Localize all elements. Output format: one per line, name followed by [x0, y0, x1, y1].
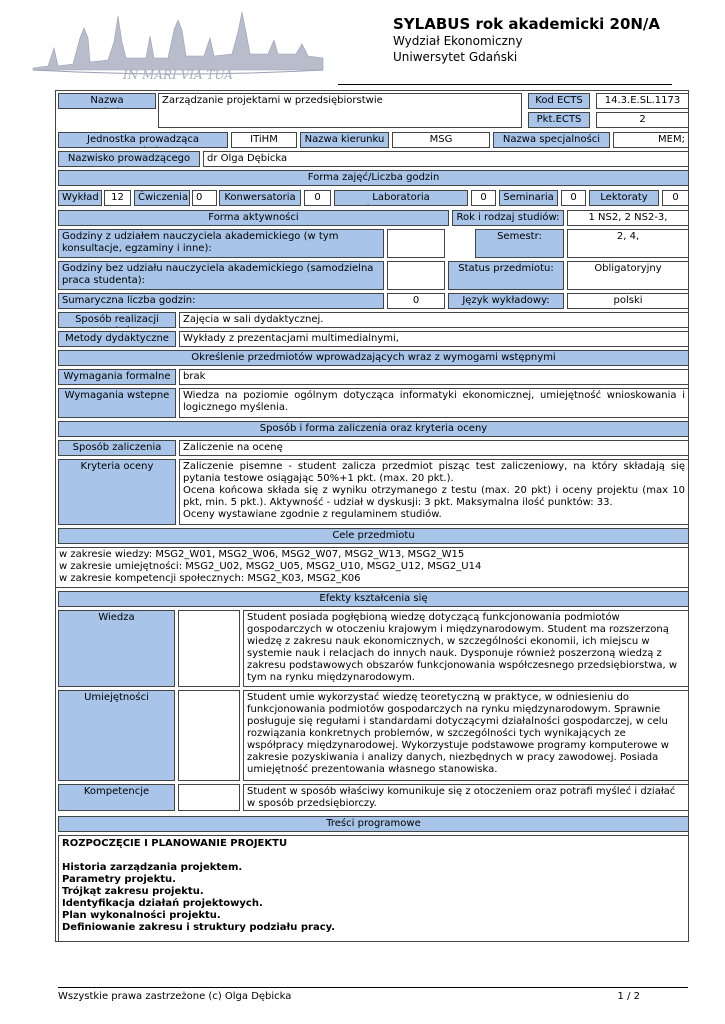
semester-label: Semestr: [475, 229, 564, 258]
program-content-item: Definiowanie zakresu i struktury podziału pracy. [62, 922, 336, 933]
unit-label: Jednostka prowadząca [58, 132, 228, 148]
course-name-value: Zarządzanie projektami w przedsiębiorstwie [158, 93, 522, 128]
study-year-label: Rok i rodzaj studiów: [452, 210, 564, 226]
seminar-label: Seminaria [499, 190, 558, 206]
program-content-heading: ROZPOCZĘCIE I PLANOWANIE PROJEKTU [62, 838, 288, 849]
language-value: polski [567, 293, 689, 309]
goals-content [55, 547, 689, 588]
total-hours-label: Sumaryczna liczba godzin: [58, 293, 384, 309]
conversatory-label: Konwersatoria [219, 190, 301, 206]
gdansk-skyline-logo [28, 8, 328, 82]
program-content-item: Parametry projektu. [62, 874, 176, 885]
unit-value: ITiHM [231, 132, 297, 148]
header-divider [338, 84, 672, 85]
grading-criteria-label: Kryteria oceny [58, 459, 176, 525]
competence-symbols [178, 784, 240, 811]
lectorate-label: Lektoraty [589, 190, 659, 206]
university-name: Uniwersytet Gdański [393, 50, 518, 64]
program-content-item: Trójkąt zakresu projektu. [62, 886, 204, 897]
exercises-hours: 0 [192, 190, 217, 206]
skills-symbols [178, 690, 240, 781]
formal-requirements-value: brak [179, 369, 689, 385]
specialty-label: Nazwa specjalności [493, 132, 610, 148]
delivery-method-label: Sposób realizacji [58, 312, 176, 328]
contact-hours-value [387, 229, 445, 258]
footer-divider [58, 987, 688, 988]
didactic-methods-label: Metody dydaktyczne [58, 331, 176, 347]
program-content-item: Identyfikacja działań projektowych. [62, 898, 263, 909]
competence-label: Kompetencje [58, 784, 175, 811]
program-content [58, 835, 689, 942]
computer-lab-hours: 0 [471, 190, 496, 206]
delivery-method-value: Zajęcia w sali dydaktycznej. [179, 312, 689, 328]
course-name-label: Nazwa [58, 93, 156, 109]
lecturer-value: dr Olga Dębicka [203, 151, 689, 167]
course-status-value: Obligatoryjny [567, 261, 689, 290]
skills-value: Student umie wykorzystać wiedzę teoretyczną w praktyce, w odniesieniu do funkcjonowania podmiotów gospodarczych na rynku międzynarodowym. Sprawnie posługuje się regułami i standardami dotyczącymi działalności gospodarczej, w celu rozwiązania konkretnych problemów, w szczególności tych wynikających ze współpracy międzynarodowej. Wykorzystuje podstawowe programy komputerowe w zakresie pozyskiwania i analizy danych, niezbędnych w pracy zawodowej. Posiada umiejętność prezentowania własnego stanowiska. [243, 690, 689, 781]
prerequisites-section-header: Określenie przedmiotów wprowadzających wraz z wymogami wstępnymi [58, 350, 689, 366]
ects-points-value: 2 [596, 112, 689, 128]
lecture-label: Wykład [58, 190, 102, 206]
initial-requirements-label: Wymagania wstepne [58, 388, 176, 418]
ects-points-label: Pkt.ECTS [528, 112, 590, 128]
study-year-value: 1 NS2, 2 NS2-3, [567, 210, 689, 226]
goal-line: w zakresie umiejętności: MSG2_U02, MSG2_U05, MSG2_U10, MSG2_U12, MSG2_U14 [59, 561, 482, 572]
goal-line: w zakresie wiedzy: MSG2_W01, MSG2_W06, MSG2_W07, MSG2_W13, MSG2_W15 [59, 549, 465, 560]
seminar-hours: 0 [561, 190, 586, 206]
contact-hours-label: Godziny z udziałem nauczyciela akademickiego (w tym konsultacje, egzaminy i inne): [58, 229, 384, 258]
goals-section-header: Cele przedmiotu [58, 528, 689, 544]
knowledge-value: Student posiada pogłębioną wiedzę dotyczącą funkcjonowania podmiotów gospodarczych w otoczeniu krajowym i międzynarodowym. Student ma rozszerzoną wiedzę z zakresu nauk ekonomicznych, w szczególności ekonomii, ich miejscu w systemie nauk i relacjach do innych nauk. Dysponuje również poszerzoną wiedzą z zakresu podstawowych obszarów funkcjonowania współczesnego przedsiębiorstwa, w tym na rynku międzynarodowym. [243, 610, 689, 687]
assessment-method-value: Zaliczenie na ocenę [179, 440, 689, 456]
language-label: Język wykładowy: [448, 293, 564, 309]
self-study-hours-value [387, 261, 445, 290]
program-content-item: Plan wykonalności projektu. [62, 910, 221, 921]
conversatory-hours: 0 [304, 190, 331, 206]
field-value: MSG [392, 132, 490, 148]
footer-copyright: Wszystkie prawa zastrzeżone (c) Olga Dębicka [58, 991, 292, 1002]
activity-form-label: Forma aktywności [58, 210, 449, 226]
course-status-label: Status przedmiotu: [448, 261, 564, 290]
didactic-methods-value: Wykłady z prezentacjami multimedialnymi, [179, 331, 689, 347]
exercises-label: Ćwiczenia [134, 190, 190, 206]
semester-value: 2, 4, [567, 229, 689, 258]
outcomes-section-header: Efekty kształcenia się [58, 591, 689, 607]
computer-lab-label: Laboratoria [334, 190, 468, 206]
ects-code-label: Kod ECTS [528, 93, 590, 109]
page-number: 1 / 2 [617, 991, 640, 1002]
self-study-hours-label: Godziny bez udziału nauczyciela akademickiego (samodzielna praca studenta): [58, 261, 384, 290]
field-label: Nazwa kierunku [300, 132, 389, 148]
total-hours-value: 0 [387, 293, 445, 309]
knowledge-symbols [178, 610, 240, 687]
syllabus-title: SYLABUS rok akademicki 20N/A [393, 15, 661, 33]
grading-criteria-value [179, 459, 689, 525]
ects-code-value: 14.3.E.SL.1173 [596, 93, 689, 109]
page-header [0, 0, 725, 92]
criteria-line: Ocena końcowa składa się z wyniku otrzymanego z testu (max. 20 pkt) i oceny projektu (max 10 pkt, min. 5 pkt.). Aktywność - udział w dyskusji: 3 pkt. Maksymalna ilość punktów: 33. [183, 485, 685, 508]
logo-motto: IN MARI VIA TUA [123, 68, 233, 82]
competence-value: Student w sposób właściwy komunikuje się z otoczeniem oraz potrafi myśleć i działać w sposób przedsiębiorczy. [243, 784, 689, 811]
program-content-item: Historia zarządzania projektem. [62, 862, 243, 873]
criteria-line: Zaliczenie pisemne - student zalicza przedmiot pisząc test zaliczeniowy, na który składają się pytania testowe osiągając 50%+1 pkt. (max. 20 pkt.). [183, 461, 685, 484]
goal-line: w zakresie kompetencji społecznych: MSG2_K03, MSG2_K06 [59, 573, 361, 584]
specialty-value: MEM; [613, 132, 689, 148]
lectorate-hours: 0 [662, 190, 689, 206]
initial-requirements-value: Wiedza na poziomie ogólnym dotycząca informatyki ekonomicznej, umiejętność wnioskowania i logicznego myślenia. [179, 388, 689, 418]
assessment-section-header: Sposób i forma zaliczenia oraz kryteria oceny [58, 421, 689, 437]
program-content-section-header: Treści programowe [58, 816, 689, 832]
assessment-method-label: Sposób zaliczenia [58, 440, 176, 456]
criteria-line: Oceny wystawiane zgodnie z regulaminem studiów. [183, 509, 442, 520]
lecturer-label: Nazwisko prowadzącego [58, 151, 200, 167]
skills-label: Umiejętności [58, 690, 175, 781]
formal-requirements-label: Wymagania formalne [58, 369, 176, 385]
class-forms-section-header: Forma zajęć/Liczba godzin [58, 170, 689, 186]
faculty-name: Wydział Ekonomiczny [393, 34, 523, 48]
knowledge-label: Wiedza [58, 610, 175, 687]
lecture-hours: 12 [104, 190, 131, 206]
